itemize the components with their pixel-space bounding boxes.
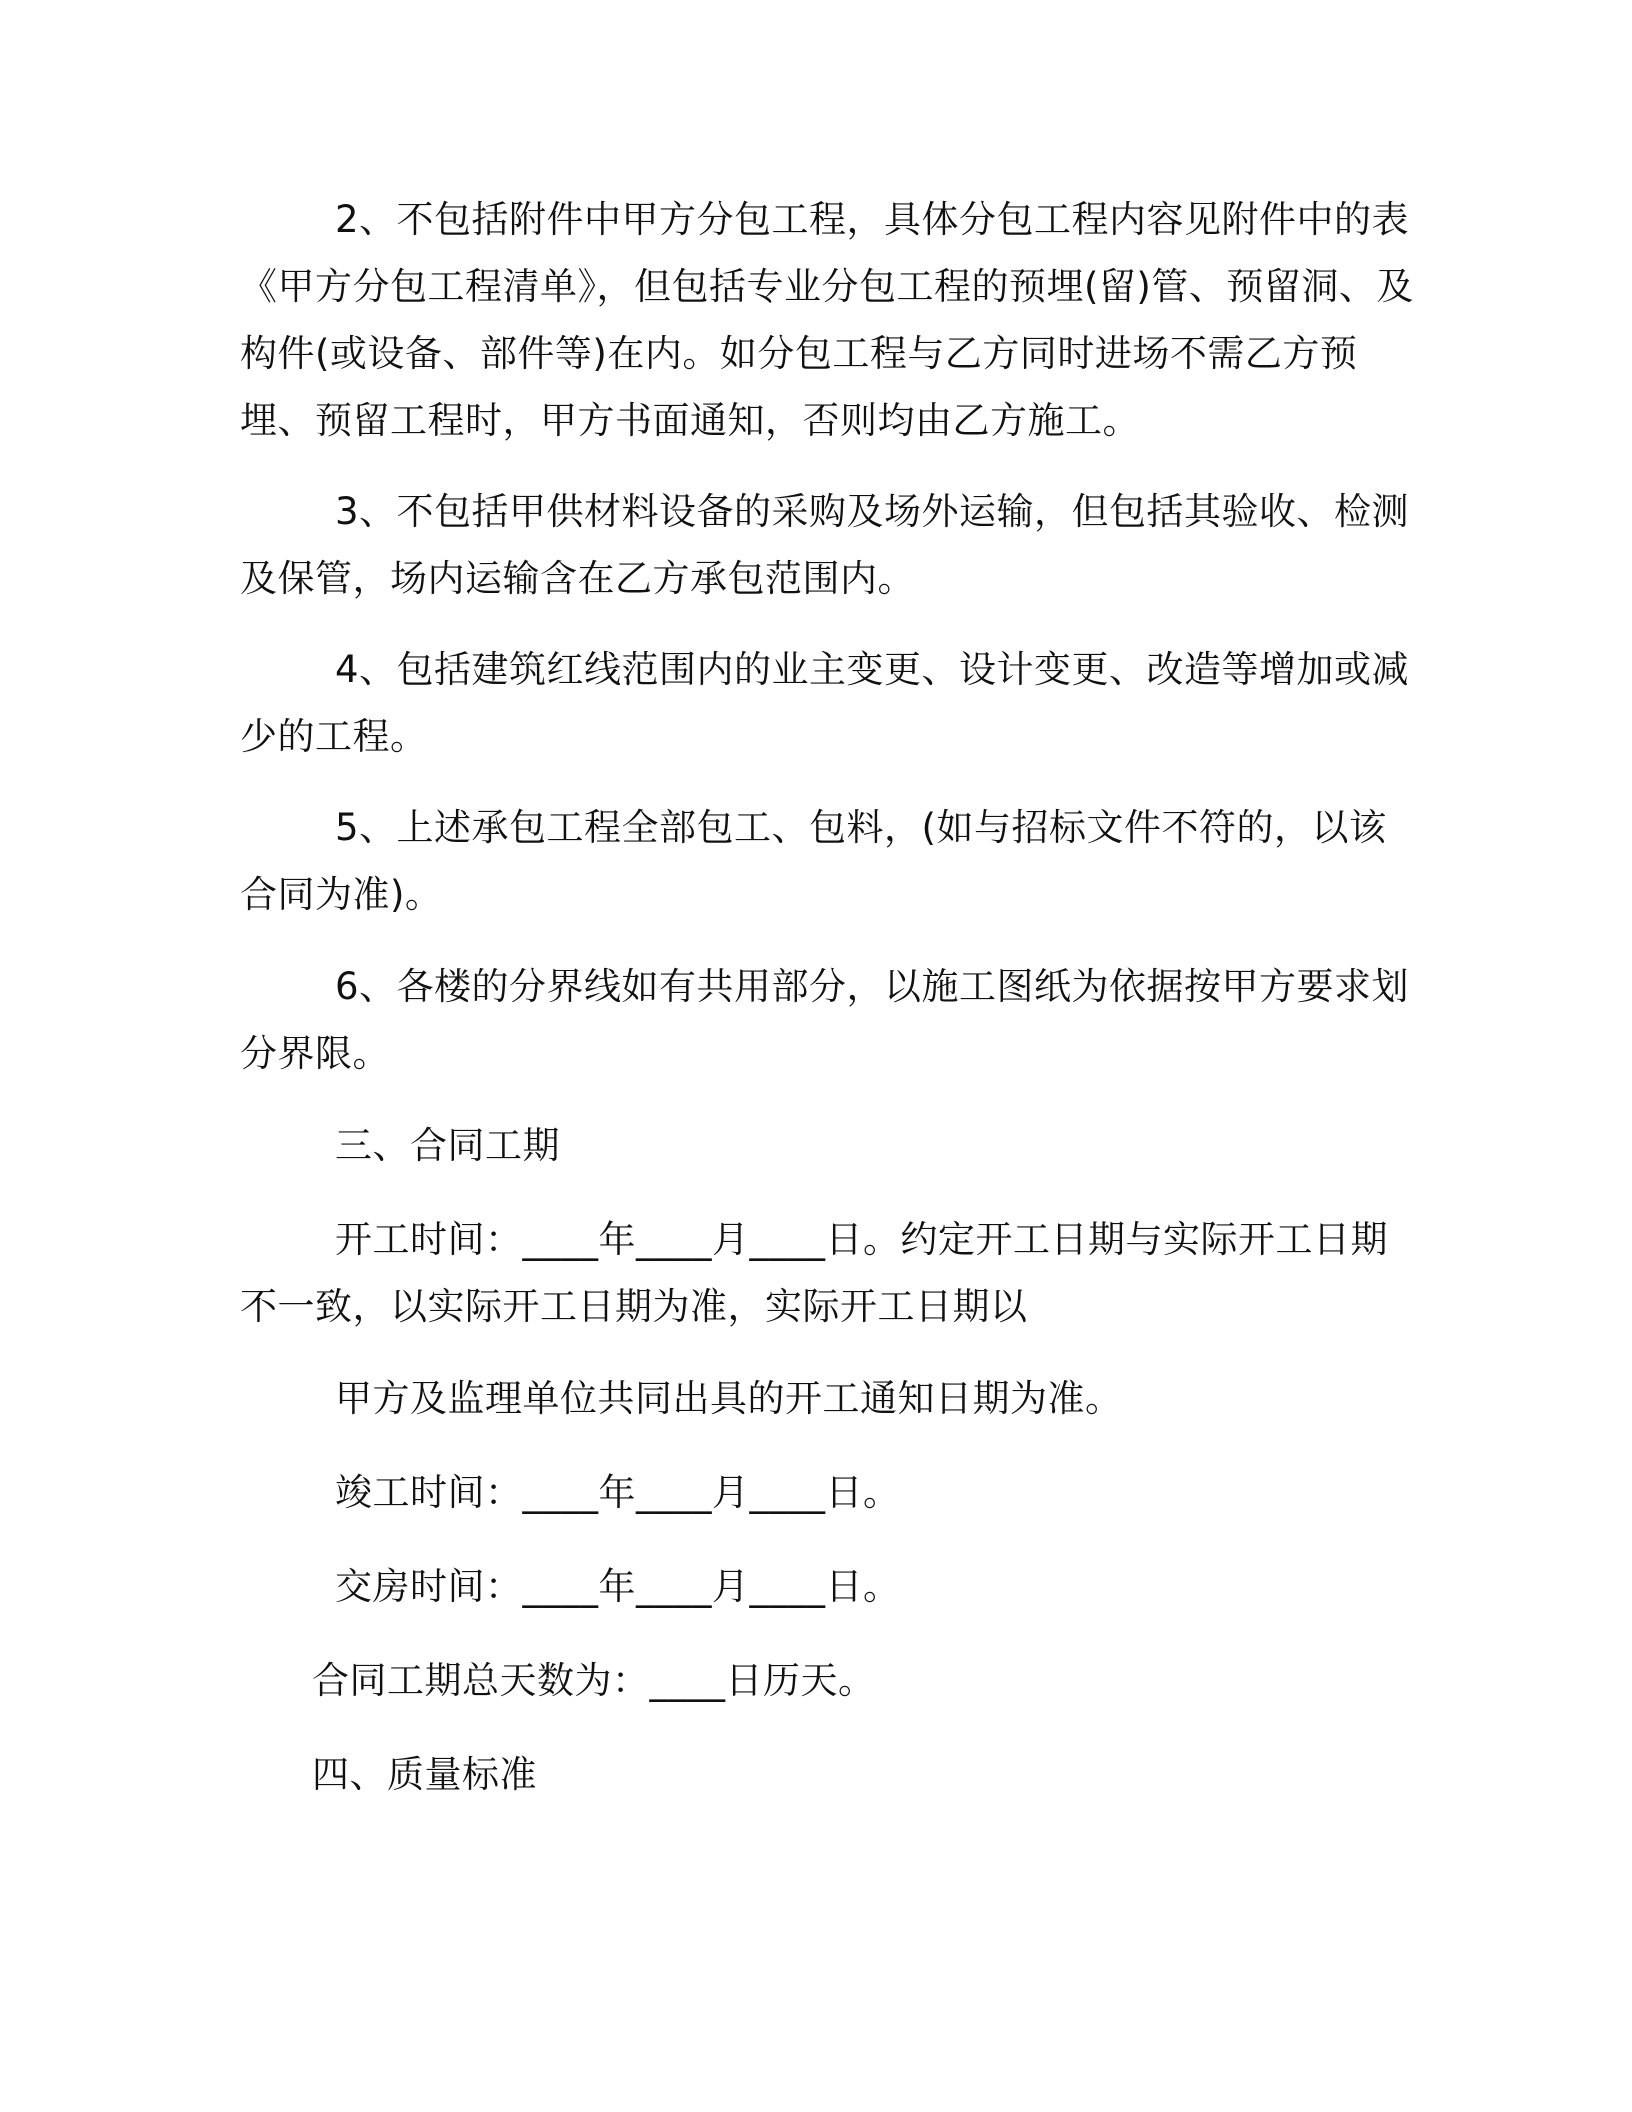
total-days-line: 合同工期总天数为：____日历天。 — [312, 1659, 876, 1702]
section-title-quality-standard: 四、质量标准 — [312, 1753, 537, 1796]
paragraph-item-6: 6、各楼的分界线如有共用部分，以施工图纸为依据按甲方要求划分界限。 — [240, 965, 1410, 1075]
paragraph-item-3: 3、不包括甲供材料设备的采购及场外运输，但包括其验收、检测及保管，场内运输含在乙方承包范围内。 — [240, 490, 1410, 600]
handover-time-line: 交房时间：____年____月____日。 — [335, 1565, 901, 1608]
paragraph-item-5: 5、上述承包工程全部包工、包料，(如与招标文件不符的，以该合同为准)。 — [240, 806, 1387, 916]
section-title-contract-period: 三、合同工期 — [335, 1124, 560, 1167]
paragraph-item-2: 2、不包括附件中甲方分包工程，具体分包工程内容见附件中的表《甲方分包工程清单》，但包括专业分包工程的预埋(留)管、预留洞、及构件(或设备、部件等)在内。如分包工程与乙方同时进场不需乙方预埋、预留工程时，甲方书面通知，否则均由乙方施工。 — [240, 198, 1414, 442]
start-time-note: 甲方及监理单位共同出具的开工通知日期为准。 — [335, 1377, 1123, 1420]
completion-time-line: 竣工时间：____年____月____日。 — [335, 1471, 901, 1514]
paragraph-item-4: 4、包括建筑红线范围内的业主变更、设计变更、改造等增加或减少的工程。 — [240, 648, 1410, 758]
start-time-paragraph: 开工时间：____年____月____日。约定开工日期与实际开工日期不一致，以实际开工日期为准，实际开工日期以 — [240, 1218, 1388, 1328]
